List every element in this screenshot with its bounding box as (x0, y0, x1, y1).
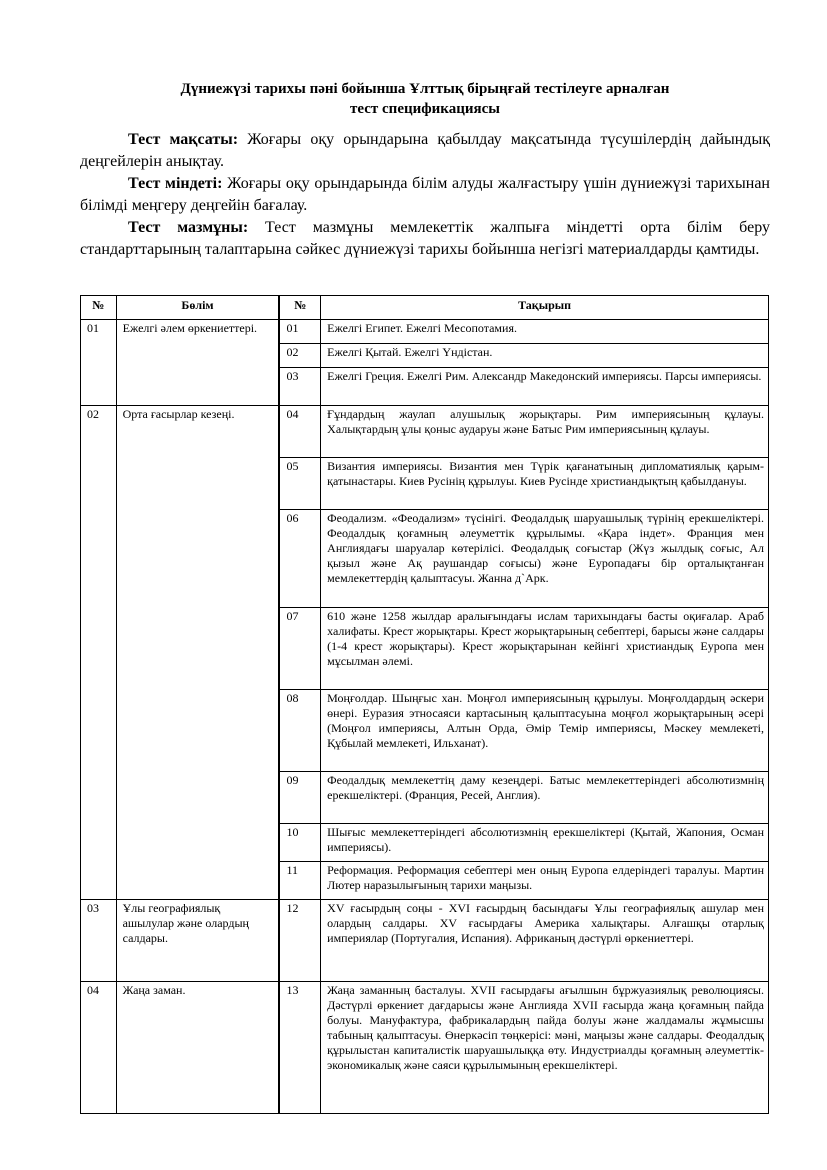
topic-text: Византия империясы. Византия мен Түрік қағанатының дипломатиялық қарым-қатынастары. Киев Русінің құрылуы. Киев Русінде христиандықтың қабылдануы. (321, 458, 769, 510)
test-task-text: Жоғары оқу орындарында білім алуды жалғастыру үшін дүниежүзі тарихынан білімді меңгеру деңгейін бағалау. (80, 175, 770, 214)
section-number: 02 (81, 406, 117, 900)
topic-text: Ежелгі Қытай. Ежелгі Үндістан. (321, 344, 769, 368)
topic-number: 01 (280, 320, 321, 344)
section-number: 03 (81, 900, 117, 982)
topic-text: Ғұндардың жаулап алушылық жорықтары. Рим империясының құлауы. Халықтардың ұлы қоныс аударуы және Батыс Рим империясының құлауы. (321, 406, 769, 458)
topic-number: 04 (280, 406, 321, 458)
test-task-label: Тест міндеті: (128, 175, 223, 192)
topic-text: Ежелгі Египет. Ежелгі Месопотамия. (321, 320, 769, 344)
test-goal-text: Жоғары оқу орындарына қабылдау мақсатында түсушілердің дайындық деңгейлерін анықтау. (80, 131, 770, 170)
specification-table (80, 295, 769, 1114)
section-name: Орта ғасырлар кезеңі. (116, 406, 279, 900)
header-topic-number: № (280, 296, 321, 320)
test-task (80, 173, 770, 217)
topic-text: Феодалдық мемлекеттің даму кезеңдері. Батыс мемлекеттеріндегі абсолютизмнің ерекшеліктері. (Франция, Ресей, Англия). (321, 772, 769, 824)
table-row (81, 900, 769, 982)
topic-text: Моңғолдар. Шыңғыс хан. Моңғол империясының құрылуы. Моңғолдардың әскери өнері. Еуразия этносаяси картасының қалыптасуына моңғол жорықтарының әсері (Моңғол империясы, Алтын Орда, Әмір Темір империясы, Мәскеу мемлекеті, Құбылай мемлекеті, Ильханат). (321, 690, 769, 772)
test-goal-label: Тест мақсаты: (128, 131, 239, 148)
topic-number: 09 (280, 772, 321, 824)
section-number: 04 (81, 982, 117, 1114)
topic-text: 610 және 1258 жылдар аралығындағы ислам тарихындағы басты оқиғалар. Араб халифаты. Крест жорықтары. Крест жорықтарының себептері, барысы және салдары (1-4 крест жорықтары). Крест жорықтарынан кейінгі христиандық Еуропа мен мұсылман әлемі. (321, 608, 769, 690)
test-content-text: Тест мазмұны мемлекеттік жалпыға міндетті орта білім беру стандарттарының талаптарына сәйкес дүниежүзі тарихы бойынша негізгі материалдарды қамтиды. (80, 219, 771, 258)
table-row (81, 406, 769, 458)
section-number: 01 (81, 320, 117, 406)
topic-number: 03 (280, 368, 321, 406)
section-name: Ежелгі әлем өркениеттері. (116, 320, 279, 406)
topic-text: Жаңа заманның басталуы. XVII ғасырдағы ағылшын бұржуазиялық революциясы. Дәстүрлі өркениет дағдарысы және Англияда XVII ғасырда жаңа қоғамның пайда болуы. Мануфактура, фабрикалардың пайда болуы және жалдамалы жұмысшы табының қалыптасуы. Өнеркәсіп төңкерісі: мәні, маңызы және салдары. Феодалдық құрылыстан капиталистік шаруашылыққа өту. Индустриалды қоғамның әлеуметтік-экономикалық және саяси құрылымының ерекшеліктері. (321, 982, 769, 1114)
topic-number: 08 (280, 690, 321, 772)
test-content-label: Тест мазмұны: (128, 219, 249, 236)
topic-text: Ежелгі Греция. Ежелгі Рим. Александр Македонский империясы. Парсы империясы. (321, 368, 769, 406)
topic-number: 11 (280, 862, 321, 900)
title-line-2: тест спецификациясы (350, 101, 500, 117)
topic-number: 13 (280, 982, 321, 1114)
header-section-number: № (81, 296, 117, 320)
topic-text: Реформация. Реформация себептері мен оның Еуропа елдеріндегі таралуы. Мартин Лютер наразылығының тарихи маңызы. (321, 862, 769, 900)
topic-text: XV ғасырдың соңы - XVI ғасырдың басындағы Ұлы географиялық ашулар мен олардың салдары. XV ғасырдағы Америка халықтары. Алғашқы отарлық империялар (Португалия, Испания). Африканың дәстүрлі өркениеттері. (321, 900, 769, 982)
topic-number: 06 (280, 510, 321, 608)
table-body (81, 320, 769, 1114)
topic-text: Феодализм. «Феодализм» түсінігі. Феодалдық шаруашылық түрінің ерекшеліктері. Феодалдық қоғамның әлеуметтік құрылымы. «Қара індет». Франция мен Англиядағы шаруалар көтерілісі. Феодалдық соғыстар (Жүз жылдық соғыс, Ал қызыл және Ақ раушандар соғысы) және Еуропадағы бір орталықтанған мемлекеттердің қалыптасуы. Жанна д`Арк. (321, 510, 769, 608)
topic-text: Шығыс мемлекеттеріндегі абсолютизмнің ерекшеліктері (Қытай, Жапония, Осман империясы). (321, 824, 769, 862)
topic-number: 12 (280, 900, 321, 982)
test-goal (80, 129, 770, 173)
intro-section (80, 129, 770, 261)
header-topic: Тақырып (321, 296, 769, 320)
test-content (80, 217, 770, 261)
topic-number: 10 (280, 824, 321, 862)
section-name: Ұлы географиялық ашылулар және олардың салдары. (116, 900, 279, 982)
topic-number: 05 (280, 458, 321, 510)
topic-number: 02 (280, 344, 321, 368)
table-row (81, 982, 769, 1114)
title-line-1: Дүниежүзі тарихы пәні бойынша Ұлттық бірыңғай тестілеуге арналған (180, 81, 670, 97)
table-header-row (81, 296, 769, 320)
header-section: Бөлім (116, 296, 279, 320)
topic-number: 07 (280, 608, 321, 690)
section-name: Жаңа заман. (116, 982, 279, 1114)
document-title (80, 79, 770, 119)
table-row (81, 320, 769, 344)
